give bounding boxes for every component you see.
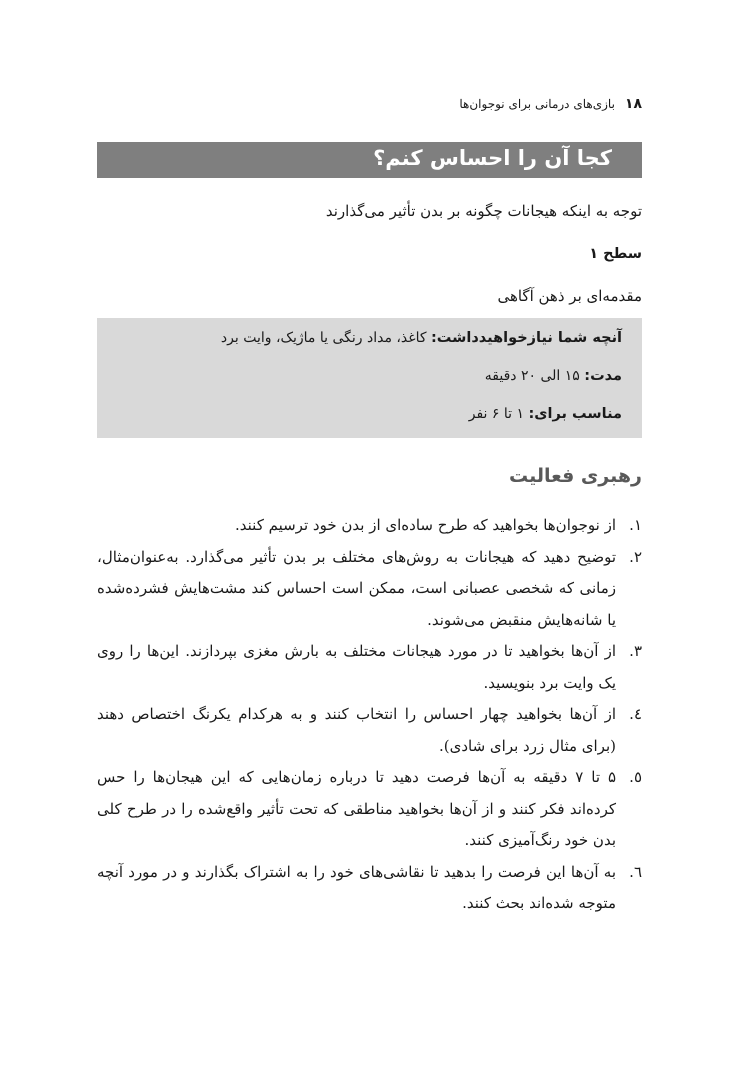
steps-list	[97, 510, 642, 920]
materials-label: آنچه شما نیازخواهیدداشت:	[430, 330, 622, 346]
suitable-row	[469, 406, 622, 422]
activity-intro: توجه به اینکه هیجانات چگونه بر بدن تأثیر می‌گذارند	[325, 202, 642, 220]
step-number: ٤.	[629, 705, 642, 723]
suitable-value: ۱ تا ۶ نفر	[468, 406, 525, 422]
level-label: سطح ۱	[589, 246, 642, 262]
info-box	[97, 318, 642, 438]
step-number: ۲.	[629, 547, 642, 566]
page-number: ۱۸	[624, 96, 642, 112]
step-number: ٥.	[629, 768, 642, 786]
step-text: از آن‌ها بخواهید چهار احساس را انتخاب کنند و به هرکدام یکرنگ اختصاص دهند (برای مثال زرد برای شادی).	[97, 705, 616, 755]
materials-value: کاغذ، مداد رنگی یا ماژیک، وایت برد	[220, 330, 427, 346]
step-number: ٦.	[629, 862, 642, 881]
list-item	[97, 510, 642, 542]
step-text: به آن‌ها این فرصت را بدهید تا نقاشی‌های خود را به اشتراک بگذارند و در مورد آنچه متوجه شده‌اند بحث کنند.	[97, 862, 616, 912]
list-item	[97, 636, 642, 699]
level-description: مقدمه‌ای بر ذهن آگاهی	[497, 287, 642, 305]
step-number: ۳.	[629, 642, 642, 660]
step-number: ۱.	[629, 516, 642, 534]
list-item	[97, 542, 642, 637]
title-bar	[97, 142, 642, 178]
list-item	[97, 699, 642, 762]
list-item	[97, 762, 642, 857]
list-item	[97, 857, 642, 920]
activity-title: کجا آن را احساس کنم؟	[373, 146, 612, 170]
duration-value: ۱۵ الی ۲۰ دقیقه	[484, 368, 580, 384]
suitable-label: مناسب برای:	[528, 406, 622, 422]
step-text: ۵ تا ۷ دقیقه به آن‌ها فرصت دهید تا درباره زمان‌هایی که این هیجان‌ها را حس کرده‌اند فکر کنند و از آن‌ها بخواهید مناطقی که تحت تأثیر واقع‌شده را در طرح کلی بدن خود رنگ‌آمیزی کنند.	[97, 768, 616, 849]
duration-label: مدت:	[584, 368, 622, 384]
section-title: رهبری فعالیت	[508, 465, 642, 487]
book-page	[97, 0, 642, 1080]
step-text: از آن‌ها بخواهید تا در مورد هیجانات مختلف به بارش مغزی بپردازند. این‌ها را روی یک وایت برد بنویسید.	[97, 642, 616, 692]
duration-row	[485, 368, 622, 384]
step-text: توضیح دهید که هیجانات به روش‌های مختلف بر بدن تأثیر می‌گذارد. به‌عنوان‌مثال، زمانی که شخصی عصبانی است، ممکن است احساس کند مشت‌هایش فشرده‌شده یا شانه‌هایش منقبض می‌شوند.	[97, 547, 616, 629]
running-header	[459, 96, 642, 112]
materials-row	[221, 330, 622, 346]
book-title: بازی‌های درمانی برای نوجوان‌ها	[459, 97, 615, 111]
step-text: از نوجوان‌ها بخواهید که طرح ساده‌ای از بدن خود ترسیم کنند.	[235, 516, 616, 534]
